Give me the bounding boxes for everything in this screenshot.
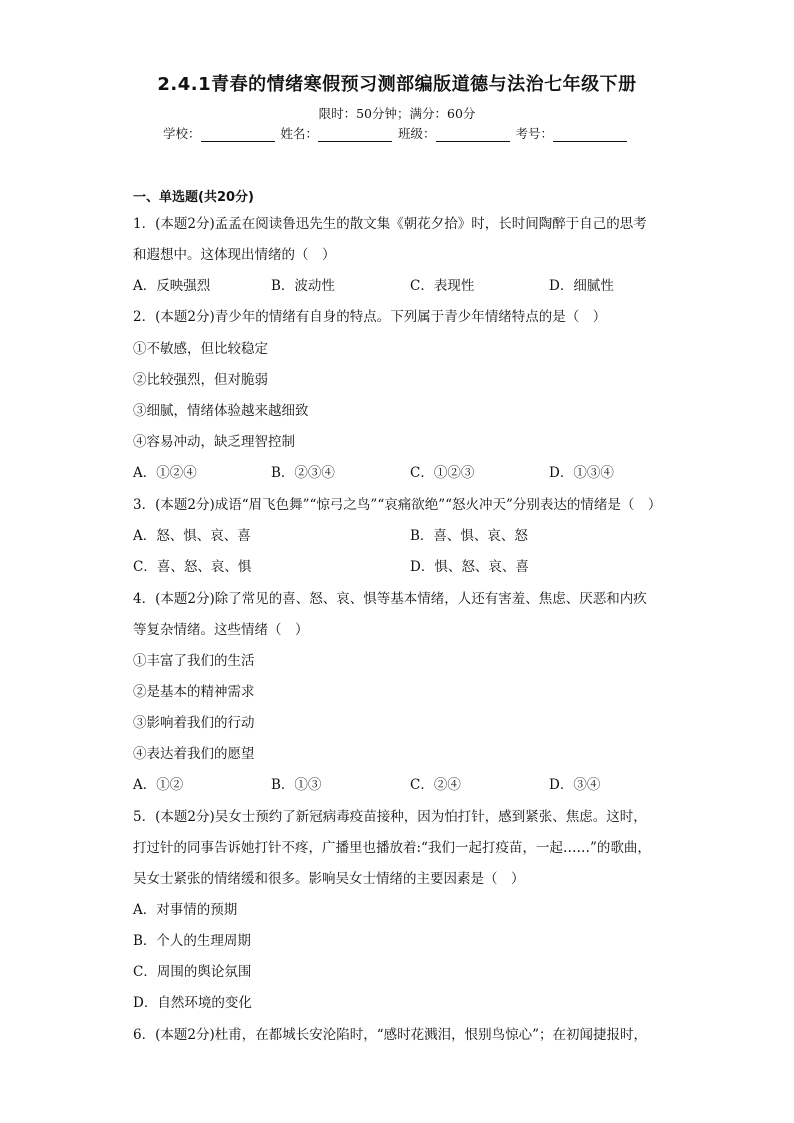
q1-option-c[interactable]: C．表现性 xyxy=(410,278,475,294)
q4-option-d[interactable]: D．③④ xyxy=(549,777,601,793)
q1-option-b[interactable]: B．波动性 xyxy=(271,278,335,294)
q2-item-2: ②比较强烈，但对脆弱 xyxy=(133,372,268,388)
q3-option-b[interactable]: B．喜、惧、哀、怒 xyxy=(410,528,528,544)
q3-option-d[interactable]: D．惧、怒、哀、喜 xyxy=(410,559,529,575)
section-title: 一、单选题(共20分) xyxy=(133,190,254,205)
q4-item-3: ③影响着我们的行动 xyxy=(133,715,255,731)
q4-item-2: ②是基本的精神需求 xyxy=(133,684,255,700)
q2-option-b[interactable]: B．②③④ xyxy=(271,465,335,481)
q2-item-4: ④容易冲动，缺乏理智控制 xyxy=(133,434,295,450)
q2-option-c[interactable]: C．①②③ xyxy=(410,465,475,481)
school-blank[interactable] xyxy=(201,127,275,142)
q2-option-a[interactable]: A．①②④ xyxy=(133,465,197,481)
school-label: 学校： xyxy=(163,126,201,141)
question-4-stem-cont: 等复杂情绪。这些情绪（ ） xyxy=(133,622,309,638)
question-3-stem: 3．(本题2分)成语“眉飞色舞”“惊弓之鸟”“哀痛欲绝”“怒火冲天”分别表达的情绪是（ ） xyxy=(133,497,662,513)
question-1-stem-cont: 和遐想中。这体现出情绪的（ ） xyxy=(133,247,336,263)
q5-option-b[interactable]: B．个人的生理周期 xyxy=(133,933,251,949)
student-info-row xyxy=(163,124,629,142)
question-6-stem: 6．(本题2分)杜甫，在都城长安沦陷时，“感时花溅泪，恨别鸟惊心”；在初闻捷报时， xyxy=(133,1027,648,1043)
q5-option-c[interactable]: C．周围的舆论氛围 xyxy=(133,964,252,980)
q3-option-c[interactable]: C．喜、怒、哀、惧 xyxy=(133,559,252,575)
exam-no-blank[interactable] xyxy=(553,127,627,142)
q4-item-1: ①丰富了我们的生活 xyxy=(133,653,255,669)
question-5-stem: 5．(本题2分)吴女士预约了新冠病毒疫苗接种，因为怕打针，感到紧张、焦虑。这时， xyxy=(133,809,647,825)
q4-option-a[interactable]: A．①② xyxy=(133,777,184,793)
q2-option-d[interactable]: D．①③④ xyxy=(549,465,614,481)
question-5-stem-cont-2: 吴女士紧张的情绪缓和很多。影响吴女士情绪的主要因素是（ ） xyxy=(133,871,525,887)
q4-item-4: ④表达着我们的愿望 xyxy=(133,746,255,762)
q5-option-d[interactable]: D．自然环境的变化 xyxy=(133,995,252,1011)
question-4-stem: 4．(本题2分)除了常见的喜、怒、哀、惧等基本情绪，人还有害羞、焦虑、厌恶和内疚 xyxy=(133,591,647,607)
page-title: 2.4.1青春的情绪寒假预习测部编版道德与法治七年级下册 xyxy=(157,74,637,95)
q3-option-a[interactable]: A．怒、惧、哀、喜 xyxy=(133,528,251,544)
question-2-stem: 2．(本题2分)青少年的情绪有自身的特点。下列属于青少年情绪特点的是（ ） xyxy=(133,309,607,325)
question-5-stem-cont-1: 打过针的同事告诉她打针不疼，广播里也播放着:“我们一起打疫苗，一起……”的歌曲， xyxy=(133,840,651,856)
q2-item-3: ③细腻，情绪体验越来越细致 xyxy=(133,403,309,419)
q2-item-1: ①不敏感，但比较稳定 xyxy=(133,341,268,357)
name-blank[interactable] xyxy=(318,127,392,142)
q1-option-d[interactable]: D．细腻性 xyxy=(549,278,614,294)
class-blank[interactable] xyxy=(436,127,510,142)
q4-option-c[interactable]: C．②④ xyxy=(410,777,461,793)
question-1-stem: 1．(本题2分)孟孟在阅读鲁迅先生的散文集《朝花夕拾》时，长时间陶醉于自己的思考 xyxy=(133,216,647,232)
q4-option-b[interactable]: B．①③ xyxy=(271,777,322,793)
name-label: 姓名： xyxy=(280,126,319,141)
q1-option-a[interactable]: A．反映强烈 xyxy=(133,278,211,294)
exam-no-label: 考号： xyxy=(515,126,554,141)
class-label: 班级： xyxy=(398,126,436,141)
time-limit: 限时：50分钟；满分：60分 xyxy=(318,106,476,121)
q5-option-a[interactable]: A．对事情的预期 xyxy=(133,902,238,918)
